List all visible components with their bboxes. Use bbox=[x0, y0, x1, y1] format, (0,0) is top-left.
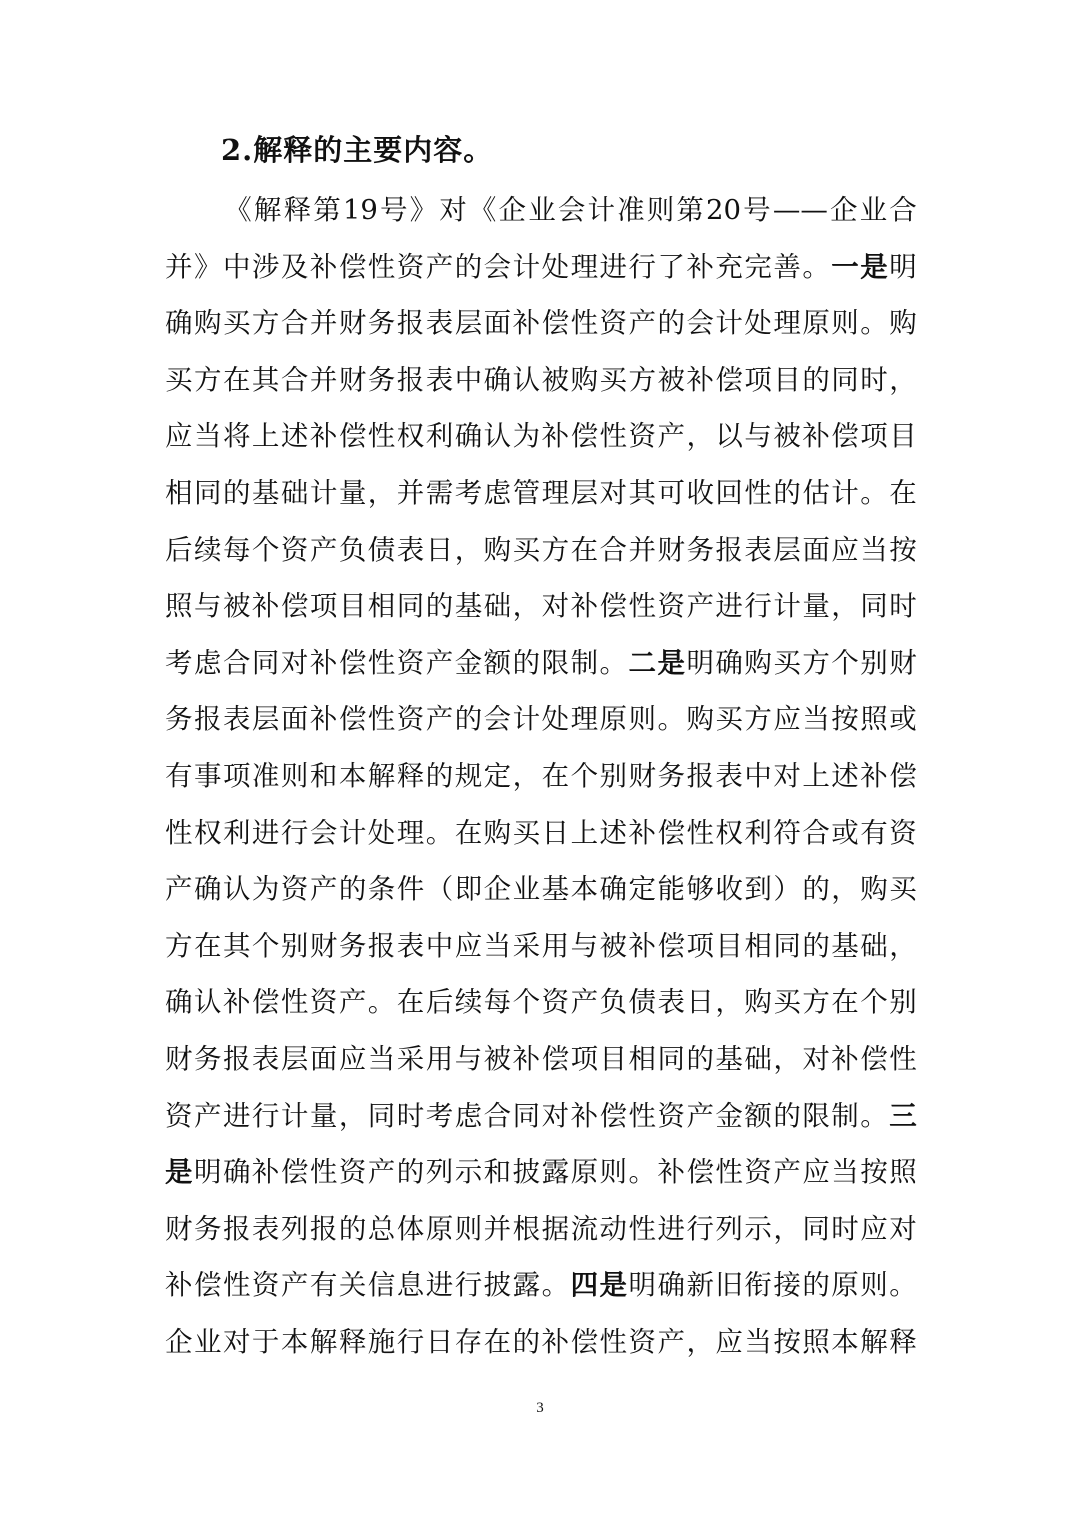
text-line: 是 明 确 补 偿 性 资 产 的 列 示 和 披 露 原 则 。 补 偿 性 资 产 应 当 按 照 bbox=[165, 1156, 917, 1189]
page-number: 3 bbox=[536, 1400, 544, 1416]
text-line: 补 偿 性 资 产 有 关 信 息 进 行 披 露 。 四 是 明 确 新 旧 衔 接 的 原 则 。 bbox=[165, 1269, 917, 1302]
text-line: 资 产 进 行 计 量 ， 同 时 考 虑 合 同 对 补 偿 性 资 产 金 额 的 限 制 。 三 bbox=[165, 1099, 917, 1132]
text-line: 产 确 认 为 资 产 的 条 件 （ 即 企 业 基 本 确 定 能 够 收 到 ） 的 ， 购 买 bbox=[165, 873, 917, 906]
text-line: 并 》 中 涉 及 补 偿 性 资 产 的 会 计 处 理 进 行 了 补 充 完 善 。 一 是 明 bbox=[165, 250, 917, 283]
text-line: 有 事 项 准 则 和 本 解 释 的 规 定 ， 在 个 别 财 务 报 表 中 对 上 述 补 偿 bbox=[165, 759, 917, 792]
section-heading: 2.解释的主要内容。 bbox=[221, 133, 494, 167]
text-line: 确 认 补 偿 性 资 产 。 在 后 续 每 个 资 产 负 债 表 日 ， 购 买 方 在 个 别 bbox=[165, 986, 917, 1019]
text-line: 企 业 对 于 本 解 释 施 行 日 存 在 的 补 偿 性 资 产 ， 应 当 按 照 本 解 释 bbox=[165, 1325, 917, 1358]
text-line: 务 报 表 层 面 补 偿 性 资 产 的 会 计 处 理 原 则 。 购 买 方 应 当 按 照 或 bbox=[165, 703, 917, 736]
text-line: 财 务 报 表 层 面 应 当 采 用 与 被 补 偿 项 目 相 同 的 基 础 ， 对 补 偿 性 bbox=[165, 1042, 917, 1075]
body-paragraph bbox=[165, 182, 917, 1370]
text-line: 性 权 利 进 行 会 计 处 理 。 在 购 买 日 上 述 补 偿 性 权 利 符 合 或 有 资 bbox=[165, 816, 917, 849]
text-line: 考 虑 合 同 对 补 偿 性 资 产 金 额 的 限 制 。 二 是 明 确 购 买 方 个 别 财 bbox=[165, 646, 917, 679]
text-line: 确 购 买 方 合 并 财 务 报 表 层 面 补 偿 性 资 产 的 会 计 处 理 原 则 。 购 bbox=[165, 307, 917, 340]
text-line: 买 方 在 其 合 并 财 务 报 表 中 确 认 被 购 买 方 被 补 偿 项 目 的 同 时 ， bbox=[165, 363, 917, 396]
text-line: 相 同 的 基 础 计 量 ， 并 需 考 虑 管 理 层 对 其 可 收 回 性 的 估 计 。 在 bbox=[165, 476, 917, 509]
text-line: 财 务 报 表 列 报 的 总 体 原 则 并 根 据 流 动 性 进 行 列 示 ， 同 时 应 对 bbox=[165, 1212, 917, 1245]
text-line: 应 当 将 上 述 补 偿 性 权 利 确 认 为 补 偿 性 资 产 ， 以 与 被 补 偿 项 目 bbox=[165, 420, 917, 453]
text-line: 《 解 释 第 19 号 》 对 《 企 业 会 计 准 则 第 20 号 —— 企 业 合 bbox=[224, 194, 917, 226]
text-line: 后 续 每 个 资 产 负 债 表 日 ， 购 买 方 在 合 并 财 务 报 表 层 面 应 当 按 bbox=[165, 533, 917, 566]
text-line: 方 在 其 个 别 财 务 报 表 中 应 当 采 用 与 被 补 偿 项 目 相 同 的 基 础 ， bbox=[165, 929, 917, 962]
text-line: 照 与 被 补 偿 项 目 相 同 的 基 础 ， 对 补 偿 性 资 产 进 行 计 量 ， 同 时 bbox=[165, 590, 917, 623]
